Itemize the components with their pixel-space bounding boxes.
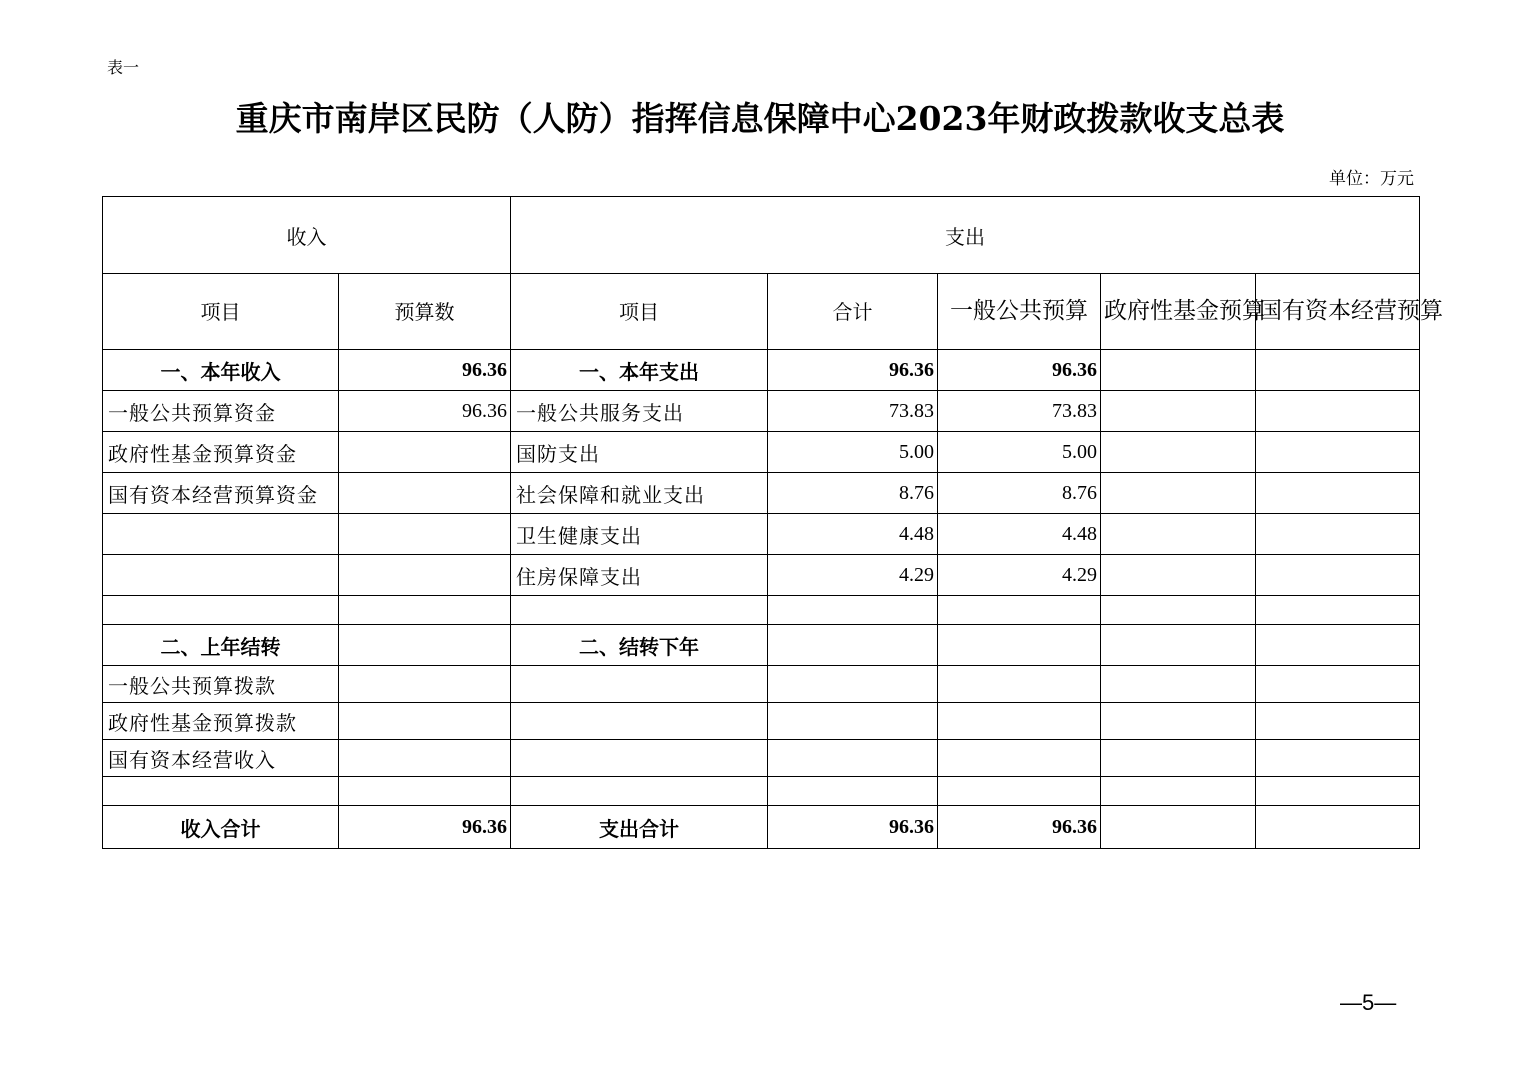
general-cell [938, 625, 1101, 666]
table-row [103, 740, 1420, 777]
income-total-amount: 96.36 [339, 806, 511, 849]
income-amount-cell [339, 625, 511, 666]
table-row [103, 473, 1420, 514]
capital-cell [1256, 350, 1420, 391]
general-cell [938, 703, 1101, 740]
expense-item-cell [511, 596, 768, 625]
income-item-cell: 政府性基金预算拨款 [103, 703, 339, 740]
fund-cell [1101, 666, 1256, 703]
total-cell [768, 596, 938, 625]
capital-cell [1256, 666, 1420, 703]
income-item-cell [103, 514, 339, 555]
income-item-cell: 国有资本经营收入 [103, 740, 339, 777]
expense-item-cell: 卫生健康支出 [511, 514, 768, 555]
capital-cell [1256, 596, 1420, 625]
expense-item-cell [511, 703, 768, 740]
capital-cell [1256, 625, 1420, 666]
table-row [103, 432, 1420, 473]
capital-cell [1256, 555, 1420, 596]
income-item-cell [103, 777, 339, 806]
general-cell: 73.83 [938, 391, 1101, 432]
total-cell: 4.29 [768, 555, 938, 596]
table-row [103, 666, 1420, 703]
expense-item-cell: 一般公共服务支出 [511, 391, 768, 432]
page-number: —5— [1340, 990, 1397, 1015]
general-total-amount: 96.36 [938, 806, 1101, 849]
general-cell: 4.48 [938, 514, 1101, 555]
header-row-group [103, 197, 1420, 274]
general-cell: 8.76 [938, 473, 1101, 514]
fund-cell [1101, 596, 1256, 625]
capital-cell [1256, 777, 1420, 806]
total-header: 合计 [768, 274, 938, 350]
income-amount-cell [339, 777, 511, 806]
fund-cell [1101, 432, 1256, 473]
total-cell: 96.36 [768, 350, 938, 391]
table-row [103, 777, 1420, 806]
fund-total-amount [1101, 806, 1256, 849]
fund-cell [1101, 703, 1256, 740]
general-cell: 96.36 [938, 350, 1101, 391]
fund-cell [1101, 473, 1256, 514]
general-cell [938, 740, 1101, 777]
income-amount-cell: 96.36 [339, 350, 511, 391]
table-row [103, 514, 1420, 555]
expense-item-header: 项目 [511, 274, 768, 350]
general-cell [938, 666, 1101, 703]
total-cell: 5.00 [768, 432, 938, 473]
capital-cell [1256, 391, 1420, 432]
income-amount-cell [339, 703, 511, 740]
expense-item-cell: 一、本年支出 [511, 350, 768, 391]
income-budget-header: 预算数 [339, 274, 511, 350]
budget-summary-table [102, 196, 1443, 849]
page-title: 重庆市南岸区民防（人防）指挥信息保障中心2023年财政拨款收支总表 [235, 99, 1285, 138]
table-row [103, 555, 1420, 596]
total-cell: 8.76 [768, 473, 938, 514]
income-item-cell: 一般公共预算资金 [103, 391, 339, 432]
header-row-columns [103, 274, 1420, 350]
income-amount-cell [339, 432, 511, 473]
general-cell: 4.29 [938, 555, 1101, 596]
total-cell [768, 740, 938, 777]
income-item-cell: 国有资本经营预算资金 [103, 473, 339, 514]
expense-item-cell: 社会保障和就业支出 [511, 473, 768, 514]
income-header: 收入 [103, 197, 511, 274]
fund-cell [1101, 391, 1256, 432]
total-cell [768, 777, 938, 806]
general-cell [938, 777, 1101, 806]
general-cell: 5.00 [938, 432, 1101, 473]
income-amount-cell: 96.36 [339, 391, 511, 432]
capital-cell [1256, 432, 1420, 473]
capital-total-amount [1256, 806, 1420, 849]
general-public-header: 一般公共预算 [938, 274, 1101, 350]
fund-cell [1101, 740, 1256, 777]
gov-fund-header: 政府性基金预算 [1101, 274, 1256, 350]
income-amount-cell [339, 555, 511, 596]
income-amount-cell [339, 740, 511, 777]
income-item-cell: 二、上年结转 [103, 625, 339, 666]
income-amount-cell [339, 596, 511, 625]
general-cell [938, 596, 1101, 625]
fund-cell [1101, 555, 1256, 596]
income-item-cell: 一、本年收入 [103, 350, 339, 391]
unit-label: 单位：万元 [1329, 169, 1414, 189]
expense-item-cell [511, 740, 768, 777]
capital-cell [1256, 514, 1420, 555]
total-cell: 73.83 [768, 391, 938, 432]
income-item-cell [103, 555, 339, 596]
fund-cell [1101, 514, 1256, 555]
income-amount-cell [339, 514, 511, 555]
expense-item-cell [511, 666, 768, 703]
fund-cell [1101, 777, 1256, 806]
table-row [103, 350, 1420, 391]
income-total-label: 收入合计 [103, 806, 339, 849]
table-number-label: 表一 [107, 58, 140, 77]
table-row [103, 391, 1420, 432]
fund-cell [1101, 350, 1256, 391]
capital-cell [1256, 473, 1420, 514]
expense-item-cell: 国防支出 [511, 432, 768, 473]
table-row [103, 596, 1420, 625]
income-item-cell: 一般公共预算拨款 [103, 666, 339, 703]
expense-total-amount: 96.36 [768, 806, 938, 849]
capital-cell [1256, 740, 1420, 777]
total-cell [768, 625, 938, 666]
income-amount-cell [339, 666, 511, 703]
income-item-header: 项目 [103, 274, 339, 350]
expense-item-cell: 住房保障支出 [511, 555, 768, 596]
income-item-cell: 政府性基金预算资金 [103, 432, 339, 473]
expense-item-cell [511, 777, 768, 806]
total-cell [768, 703, 938, 740]
table-row [103, 703, 1420, 740]
expense-total-label: 支出合计 [511, 806, 768, 849]
expense-item-cell: 二、结转下年 [511, 625, 768, 666]
income-amount-cell [339, 473, 511, 514]
state-capital-header: 国有资本经营预算 [1256, 274, 1420, 350]
income-item-cell [103, 596, 339, 625]
table-row [103, 625, 1420, 666]
total-cell: 4.48 [768, 514, 938, 555]
expense-header: 支出 [511, 197, 1420, 274]
capital-cell [1256, 703, 1420, 740]
totals-row [103, 806, 1420, 849]
fund-cell [1101, 625, 1256, 666]
total-cell [768, 666, 938, 703]
